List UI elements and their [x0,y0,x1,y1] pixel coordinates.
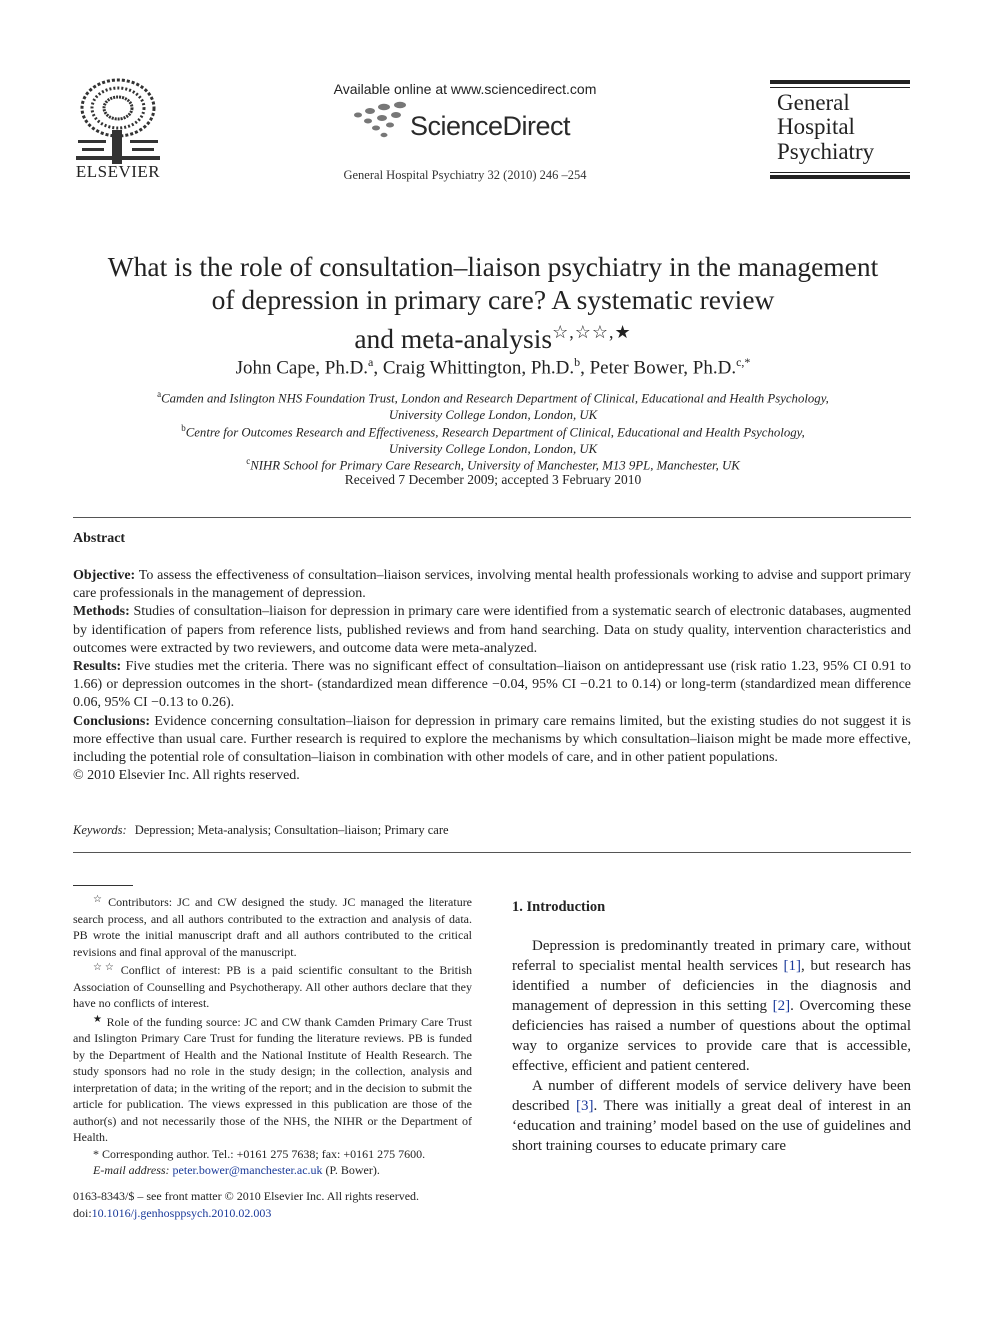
journal-logo-rule [770,87,910,88]
author-affiliation-mark[interactable]: c, [736,355,745,369]
footnote-conflict: Conflict of interest: PB is a paid scientific consultant to the British Association of Counselling and Psychotherapy. All other authors declare that they have no conflicts of interest. [73,963,472,1010]
introduction-heading: 1. Introduction [512,899,606,915]
reference-link[interactable]: [1] [783,958,802,974]
author-affiliation-mark[interactable]: b [574,355,581,369]
doi-link[interactable]: 10.1016/j.genhosppsych.2010.02.003 [91,1206,272,1220]
email-label: E-mail address: [93,1163,170,1177]
issn-line: 0163-8343/$ – see front matter © 2010 Elsevier Inc. All rights reserved. [73,1189,420,1203]
author-separator: , [580,357,590,379]
journal-logo-line: General [777,90,850,115]
journal-logo-line: Hospital [777,114,855,139]
abstract-label: Conclusions: [73,713,151,729]
email-suffix: (P. Bower). [325,1163,380,1177]
footnote-symbol: ★ [93,1013,103,1025]
reference-link[interactable]: [2] [772,998,791,1014]
divider [73,517,911,518]
affiliation-c [60,453,926,474]
footnote-symbol: * [93,1146,99,1161]
intro-text: Depression is predominantly treated in primary care, without referral to specialist mental health services [512,938,911,974]
footnotes [73,892,472,1179]
affiliation-text: University College London, London, UK [388,407,598,422]
author-separator: , [373,357,383,379]
journal-logo [770,80,910,180]
affiliation-sup: a [157,389,162,399]
author-list [60,355,926,379]
introduction-body [512,936,911,1156]
intro-text: A number of different models of service delivery have been described [512,1078,911,1114]
author-name: John Cape, Ph.D. [235,357,369,379]
abstract-heading: Abstract [73,531,126,546]
title-footnote-marks[interactable]: ☆,☆☆,★ [552,322,632,342]
author-name: Peter Bower, Ph.D. [589,357,737,379]
sciencedirect-dots-icon [348,101,412,141]
author-name: Craig Whittington, Ph.D. [382,357,575,379]
email-link[interactable]: peter.bower@manchester.ac.uk [172,1163,323,1177]
received-dates: Received 7 December 2009; accepted 3 February 2010 [344,472,642,487]
abstract-label: Objective: [73,568,136,583]
abstract-objective: To assess the effectiveness of consultation–liaison services, involving mental health professionals working to advise and support primary care professionals in the management of depression. [73,568,912,602]
keywords [73,823,911,838]
abstract-body [73,567,911,785]
abstract-results: Five studies met the criteria. There was no significant effect of consultation–liaison on antidepressant use (risk ratio 1.23, 95% CI 0.91 to 1.66) or depression outcomes in the short- (standardized mean difference −0.04, 95% CI −0.21 to 0.14) or long-term (standardized mean difference 0.06, 95% CI −0.13 to 0.26). [73,659,911,711]
intro-text: . There was initially a great deal of interest in an ‘education and training’ model based on the use of guidelines and short training courses to educate primary care [512,1098,911,1154]
available-online-text[interactable]: Available online at www.sciencedirect.com [333,81,597,97]
journal-logo-line: Psychiatry [777,139,875,164]
footnote-symbol: ☆☆ [93,962,117,973]
author-affiliation-mark[interactable]: a [368,355,374,369]
footnote-funding: Role of the funding source: JC and CW thank Camden Primary Care Trust and Islington Primary Care Trust for funding the literature reviews. PB is funded by the Department of Health and the National Institute of Health Research. The study sponsors had no role in the study design; in the collection, analysis and interpretation of data; in the writing of the report; and in the decision to submit the article for publication. The views expressed in this publication are those of the author(s) and not necessarily those of the NHS, the NIHR or the Department of Health. [73,1014,472,1144]
footnote-corresponding: Corresponding author. Tel.: +0161 275 7638; fax: +0161 275 7600. [102,1146,426,1161]
affiliation-text: Centre for Outcomes Research and Effectiveness, Research Department of Clinical, Educational and Health Psychology, [185,425,805,440]
sciencedirect-wordmark: ScienceDirect [410,111,571,141]
footnote-rule [73,885,133,886]
article-title [60,250,926,355]
title-line: What is the role of consultation–liaison psychiatry in the management [107,251,879,282]
title-line: of depression in primary care? A systematic review [211,284,775,315]
affiliation-a [60,386,926,423]
journal-citation: General Hospital Psychiatry 32 (2010) 246 –254 [343,168,587,182]
intro-text: , but research has identified a number of deficiencies in the diagnosis and management of depression in this setting [512,958,911,1014]
abstract-copyright: © 2010 Elsevier Inc. All rights reserved. [73,768,300,784]
keywords-list: Depression; Meta-analysis; Consultation–liaison; Primary care [134,823,449,837]
corresponding-author-mark[interactable]: * [744,355,751,369]
abstract-methods: Studies of consultation–liaison for depression in primary care were identified from a systematic search of electronic databases, augmented by identification of papers from reference lists, published reviews and from hand searching. Data on study quality, intervention characteristics and outcomes were extracted by two reviewers, and outcome data were meta-analyzed. [73,604,911,656]
publisher-logo-text: ELSEVIER [75,162,161,181]
abstract-label: Methods: [73,604,130,620]
affiliation-text: Camden and Islington NHS Foundation Trust, London and Research Department of Clinical, Educational and Health Psychology, [161,391,829,406]
front-matter [73,1188,472,1222]
affiliation-b [60,420,926,457]
keywords-label: Keywords: [73,823,127,837]
journal-logo-rule [770,172,910,173]
footnote-symbol: ☆ [93,894,105,905]
title-line: and meta-analysis [354,323,553,354]
affiliation-text: NIHR School for Primary Care Research, University of Manchester, M13 9PL, Manchester, UK [250,458,740,473]
intro-text: . Overcoming these deficiencies has raised a number of questions about the optimal way to organize services to provide care that is accessible, effective, efficient and patient centered. [512,998,911,1074]
journal-logo-rule [770,175,910,179]
abstract-conclusions: Evidence concerning consultation–liaison for depression in primary care remains limited, but the existing studies do not suggest it is more effective than usual care. Further research is required to explore the mechanisms by which consultation–liaison might be made more effective, including the potential role of consultation–liaison in combination with other models of care, and in other patient populations. [73,713,912,766]
footnote-contributors: Contributors: JC and CW designed the study. JC managed the literature search process, and all authors contributed to the extraction and analysis of data. PB wrote the initial manuscript draft and all authors contributed to the critical revisions and final approval of the manuscript. [73,895,473,959]
doi-label: doi: [73,1206,92,1220]
divider [73,852,911,853]
affiliation-sup: c [246,456,251,466]
abstract-label: Results: [73,659,122,675]
affiliation-sup: b [181,423,186,433]
affiliation-text: University College London, London, UK [388,441,598,456]
reference-link[interactable]: [3] [575,1098,594,1114]
journal-logo-rule [770,80,910,84]
